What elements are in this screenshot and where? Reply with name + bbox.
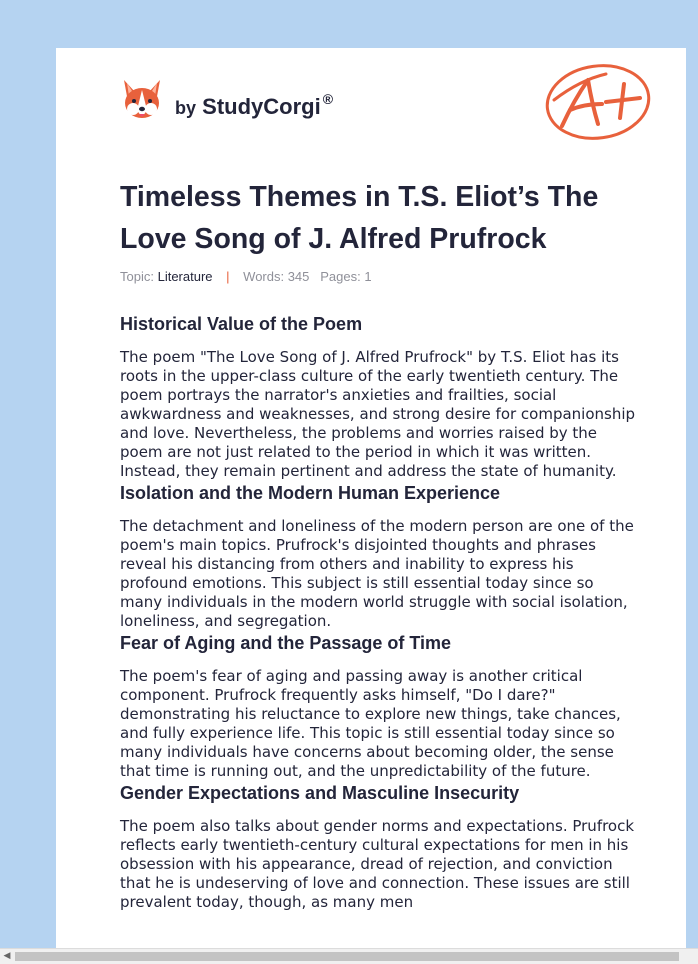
brand-name <box>175 91 334 120</box>
brand-by: by <box>175 98 197 118</box>
page-count: Pages: 1 <box>320 269 372 284</box>
section-heading: Fear of Aging and the Passage of Time <box>120 633 452 653</box>
meta-separator: | <box>226 269 230 284</box>
registered-mark: ® <box>322 91 334 107</box>
section-heading: Isolation and the Modern Human Experience <box>120 483 501 503</box>
a-plus-grade-icon <box>540 60 652 142</box>
section-historical-value <box>120 312 636 481</box>
section-paragraph: The poem "The Love Song of J. Alfred Prufrock" by T.S. Eliot has its roots in the upper-class culture of the early twentieth century. The poem portrays the narrator's anxieties and frailties, social awkwardness and weaknesses, and strong desire for companionship and love. Nevertheless, the problems and worries raised by the poem are not just related to the period in which it was written. Instead, they remain pertinent and address the state of humanity. <box>120 348 636 480</box>
section-gender-expectations <box>120 781 636 912</box>
scrollbar-thumb[interactable] <box>15 952 679 961</box>
topic-label: Topic: <box>120 269 154 284</box>
topic-link[interactable]: Literature <box>157 269 213 284</box>
document-page <box>56 48 686 948</box>
word-count: Words: 345 <box>243 269 310 284</box>
section-paragraph: The poem's fear of aging and passing away is another critical component. Prufrock frequently asks himself, "Do I dare?" demonstrating his reluctance to explore new things, take chances, and fully experience life. This topic is still essential today since so many individuals have concerns about becoming older, the sense that time is running out, and the unpredictability of the future. <box>120 667 621 780</box>
section-fear-of-aging <box>120 631 636 781</box>
brand-studycorgi: StudyCorgi <box>202 94 321 119</box>
scroll-left-arrow-icon[interactable]: ◀ <box>3 951 11 961</box>
document-title: Timeless Themes in T.S. Eliot’s The Love Song of J. Alfred Prufrock <box>120 181 599 255</box>
section-paragraph: The poem also talks about gender norms and expectations. Prufrock reflects early twentieth-century cultural expectations for men in his obsession with his appearance, dread of rejection, and conviction that he is undeserving of love and connection. These issues are still prevalent today, though, as many men <box>120 817 635 911</box>
section-heading: Historical Value of the Poem <box>120 314 363 334</box>
section-paragraph: The detachment and loneliness of the modern person are one of the poem's main topics. Prufrock's disjointed thoughts and phrases reveal his distancing from others and inability to express his profound emotions. This subject is still essential today since so many individuals in the modern world struggle with social isolation, loneliness, and segregation. <box>120 517 634 630</box>
document-body <box>120 312 636 912</box>
corgi-logo-icon <box>120 76 164 124</box>
section-heading: Gender Expectations and Masculine Insecurity <box>120 783 520 803</box>
document-meta <box>120 269 372 284</box>
section-isolation <box>120 481 636 631</box>
header <box>120 76 650 146</box>
horizontal-scrollbar[interactable] <box>0 948 698 964</box>
